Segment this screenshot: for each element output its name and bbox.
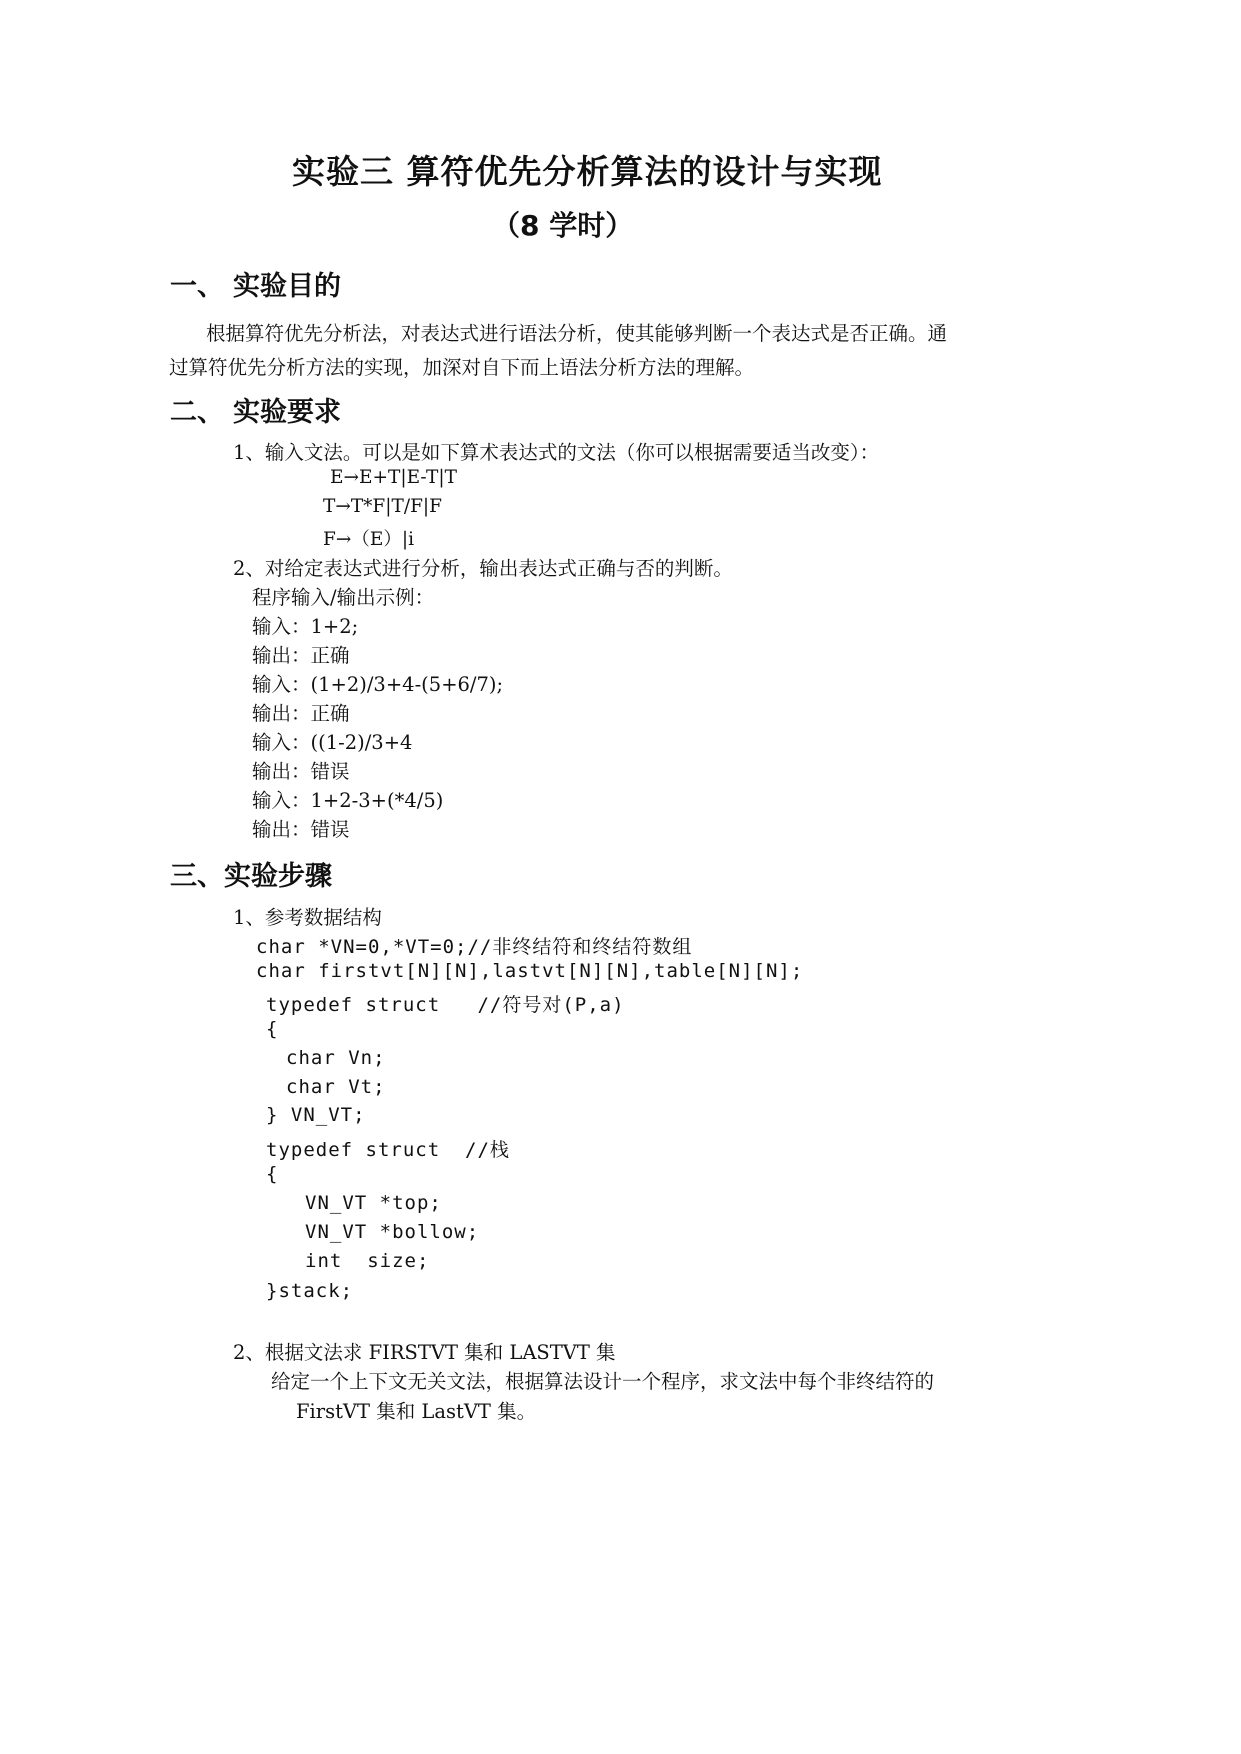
code-line: typedef struct //栈 [266, 1139, 510, 1161]
code-line: char firstvt[N][N],lastvt[N][N],table[N][N]; [256, 960, 804, 982]
section3-item2-desc-line2: FirstVT 集和 LastVT 集。 [296, 1400, 537, 1423]
grammar-rule-t: T→T*F|T/F|F [323, 496, 442, 517]
section1-paragraph-line2: 过算符优先分析方法的实现，加深对自下而上语法分析方法的理解。 [169, 356, 755, 379]
section1-number: 一、 [170, 271, 224, 302]
section3-item1: 1、参考数据结构 [233, 906, 382, 929]
section3-item2-desc-line1: 给定一个上下文无关文法，根据算法设计一个程序，求文法中每个非终结符的 [271, 1370, 935, 1393]
code-line: }stack; [266, 1280, 354, 1302]
code-line: VN_VT *bollow; [305, 1221, 480, 1243]
example-line: 输出：正确 [252, 702, 350, 725]
section2-heading: 实验要求 [233, 397, 341, 428]
section2-item1: 1、输入文法。可以是如下算术表达式的文法（你可以根据需要适当改变）： [233, 441, 880, 464]
example-line: 输出：错误 [252, 760, 350, 783]
example-line: 输出：错误 [252, 818, 350, 841]
code-line: VN_VT *top; [305, 1192, 442, 1214]
example-line: 输入：1+2; [252, 615, 359, 638]
grammar-rule-e: E→E+T|E-T|T [330, 467, 457, 488]
code-line: } VN_VT; [266, 1104, 366, 1126]
code-line: int size; [305, 1250, 430, 1272]
code-line: char Vt; [286, 1076, 386, 1098]
code-line: { [266, 1018, 279, 1040]
example-line: 输入：1+2-3+(*4/5) [252, 789, 444, 812]
section2-number: 二、 [170, 397, 224, 428]
example-line: 输入：((1-2)/3+4 [252, 731, 413, 754]
code-line: typedef struct //符号对(P,a) [266, 994, 625, 1016]
section1-heading: 实验目的 [233, 271, 341, 302]
grammar-rule-f: F→（E）|i [323, 529, 414, 550]
example-line: 输入：(1+2)/3+4-(5+6/7); [252, 673, 504, 696]
example-intro: 程序输入/输出示例： [252, 586, 435, 609]
document-title: 实验三 算符优先分析算法的设计与实现 [292, 152, 883, 191]
code-line: { [266, 1163, 279, 1185]
document-subtitle: （8 学时） [492, 209, 634, 242]
code-line: char *VN=0,*VT=0;//非终结符和终结符数组 [256, 936, 693, 958]
section2-item2: 2、对给定表达式进行分析，输出表达式正确与否的判断。 [233, 557, 733, 580]
section3-item2: 2、根据文法求 FIRSTVT 集和 LASTVT 集 [233, 1341, 616, 1364]
code-line: char Vn; [286, 1047, 386, 1069]
section1-paragraph-line1: 根据算符优先分析法，对表达式进行语法分析，使其能够判断一个表达式是否正确。通 [206, 322, 948, 345]
example-line: 输出：正确 [252, 644, 350, 667]
section3-heading: 三、实验步骤 [170, 861, 332, 892]
